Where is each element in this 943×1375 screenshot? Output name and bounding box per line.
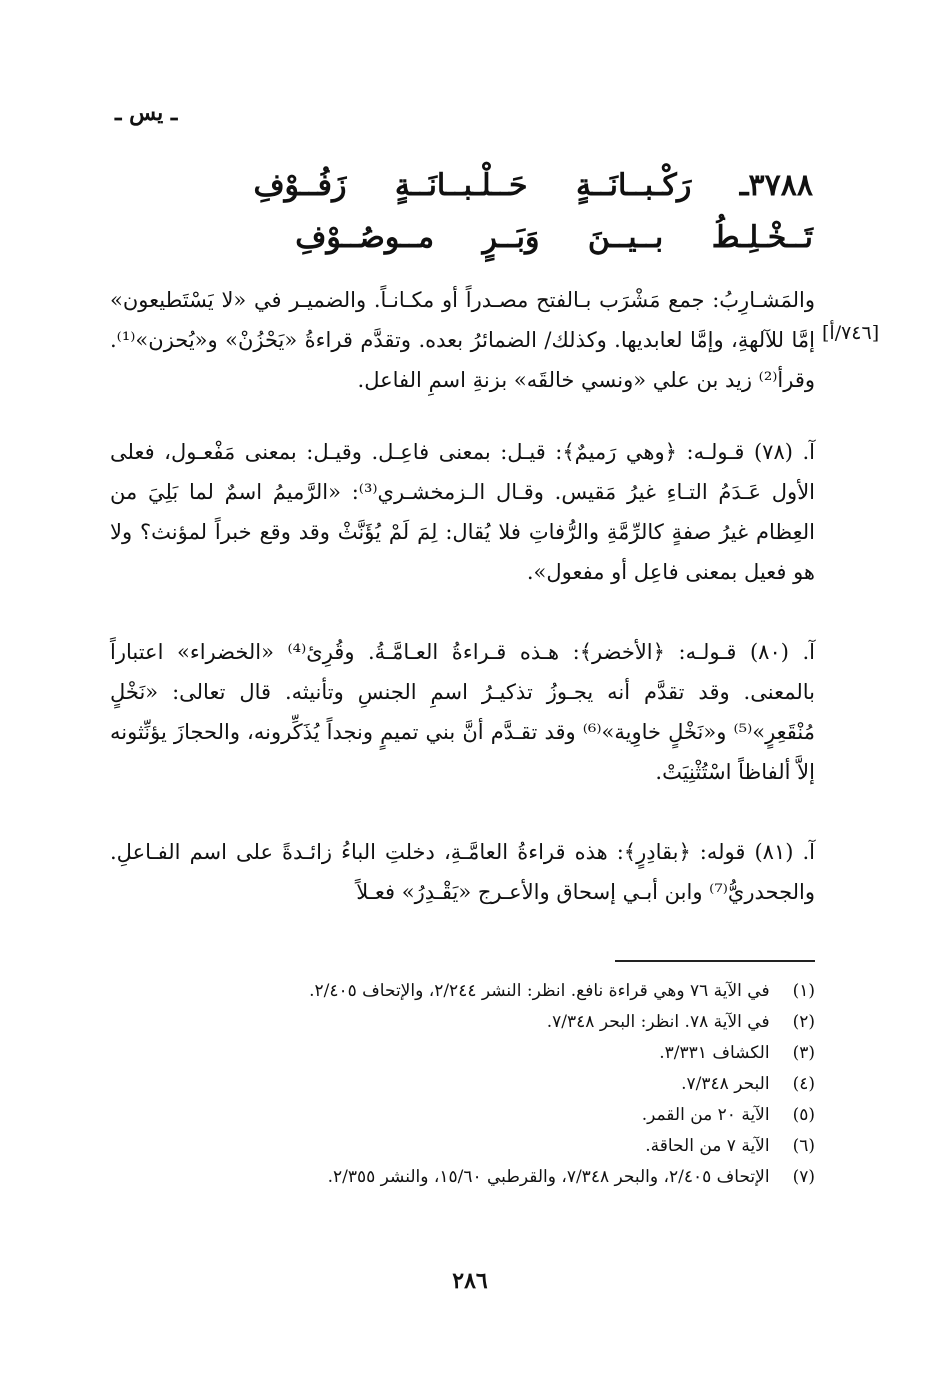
manuscript-folio-note: [٧٤٦/أ]: [822, 322, 880, 344]
running-header: ـ يس ـ: [115, 100, 178, 126]
footnote-number: (٤): [792, 1074, 815, 1094]
footnote-item: [150, 976, 815, 1007]
poetry-verse-line-1: ٣٧٨٨ـ رَكْـبــانَــةٍ حَــلْـبــانَــةٍ زَفُــوْفِ: [253, 168, 813, 203]
footnotes-list: [150, 976, 815, 1193]
footnote-text: الآية ٧ من الحاقة.: [645, 1136, 770, 1156]
footnote-number: (٦): [792, 1136, 815, 1156]
footnote-item: [150, 1007, 815, 1038]
footnote-number: (١): [792, 981, 815, 1001]
paragraph-3: آ. (٨٠) قـولـه: ﴿الأخضر﴾: هـذه قـراءةُ العـامَّـةُ. وقُرِئ⁽⁴⁾ «الخضراء» اعتباراً بالمعنى. وقد تقدَّم أنه يجـوزُ تذكيـرُ اسمِ الجنسِ وتأنيثه. قال تعالى: «نَخْلٍ مُنْقَعِرٍ»⁽⁵⁾ و«نَخْلٍ خاوِية»⁽⁶⁾ وقد تقـدَّم أنَّ بني تميمٍ ونجداً يُذَكِّرونه، والحجازَ يؤنِّثونه إلاَّ ألفاظاً اسْتُثْنِيَتْ.: [110, 640, 815, 784]
paragraph-1: والمَشـارِبُ: جمع مَشْرَب بـالفتح مصـدراً أو مكـانـاً. والضميـر في «لا يَسْتَطيعون» إمَّا للآلهةِ، وإمَّا لعابديها. وكذلك/ الضمائرُ بعده. وتقدَّم قراءةُ «يَحْزُنْ» و«يُحزن»⁽¹⁾. وقرأ⁽²⁾ زيد بن علي «ونسي خالقَه» بزنةِ اسمِ الفاعل.: [110, 288, 815, 392]
page-number: ٢٨٦: [452, 1268, 488, 1294]
footnote-number: (٣): [792, 1043, 815, 1063]
footnote-text: الآية ٢٠ من القمر.: [641, 1105, 770, 1125]
poetry-verse-line-2: تَــخْـلِـطُ بــيــنَ وَبَــرٍ مــوصُــوْفِ: [295, 220, 813, 255]
footnote-item: [150, 1038, 815, 1069]
footnote-number: (٢): [792, 1012, 815, 1032]
footnote-number: (٥): [792, 1105, 815, 1125]
footnote-text: الكشاف ٣/٣٣١.: [659, 1043, 770, 1063]
footnote-separator: [615, 960, 815, 962]
footnote-item: [150, 1069, 815, 1100]
footnote-item: [150, 1162, 815, 1193]
footnote-item: [150, 1100, 815, 1131]
footnote-text: الإتحاف ٢/٤٠٥، والبحر ٧/٣٤٨، والقرطبي ١٥/٦٠، والنشر ٢/٣٥٥.: [327, 1167, 770, 1187]
footnote-item: [150, 1131, 815, 1162]
paragraph-2: آ. (٧٨) قـولـه: ﴿وهي رَميمٌ﴾: قيـل: بمعنى فاعِـل. وقيـل: بمعنى مَفْعـول، فعلى الأول عَـدَمُ التـاءِ غيرُ مَقيس. وقـال الـزمخشـري⁽³⁾: «الرَّميمُ اسمٌ لما بَلِيَ من العِظام غيرُ صفةٍ كالرِّمَّةِ والرُّفاتِ فلا يُقال: لِمَ لَمْ يُؤَنَّثْ وقد وقع خبراً لمؤنث؟ ولا هو فعيل بمعنى فاعِل أو مفعول».: [110, 440, 816, 584]
footnote-text: في الآية ٧٦ وهي قراءة نافع. انظر: النشر ٢/٢٤٤، والإتحاف ٢/٤٠٥.: [309, 981, 770, 1001]
footnote-text: البحر ٧/٣٤٨.: [681, 1074, 770, 1094]
footnote-number: (٧): [792, 1167, 815, 1187]
footnote-text: في الآية ٧٨. انظر: البحر ٧/٣٤٨.: [546, 1012, 770, 1032]
paragraph-4: آ. (٨١) قوله: ﴿بقادِرٍ﴾: هذه قراءةُ العامَّـةِ، دخلتِ الباءُ زائـدةً على اسم الفـاعلِ. والجحدريُّ⁽⁷⁾ وابن أبـي إسحاق والأعـرج «يَقْـدِرُ» فعـلاً: [110, 840, 815, 904]
